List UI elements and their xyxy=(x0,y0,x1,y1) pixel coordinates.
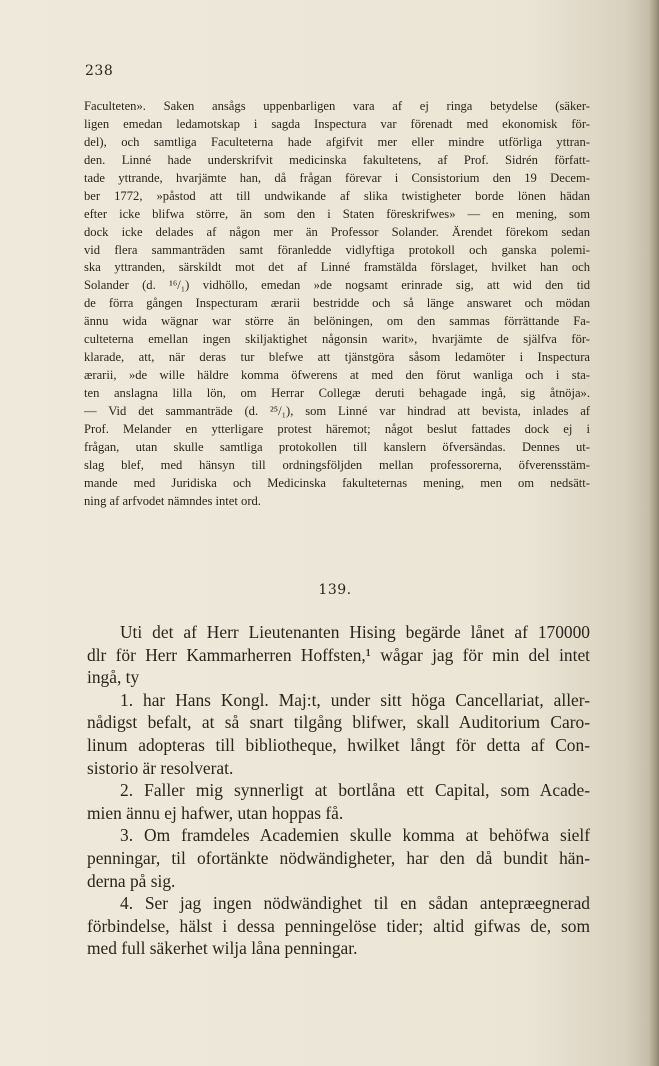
letter-line: sistorio är resolverat. xyxy=(87,757,234,778)
text-line: mande med Juridiska och Medicinska fakulteternas mening, men om nedsätt- xyxy=(84,475,590,490)
letter-line: 4. Ser jag ingen nödwändighet til en sådan antepræegnerad xyxy=(120,893,590,914)
letter-line: 1. har Hans Kongl. Maj:t, under sitt höga Cancellariat, aller- xyxy=(120,689,590,710)
text-line: — Vid det sammanträde (d. ²⁵/₁), som Linné var hindrad att bevista, inlades af xyxy=(84,403,590,418)
text-line: ning af arfvodet nämndes intet ord. xyxy=(84,493,261,508)
text-line: slag blef, med hänsyn till ordningsföljden mellan professorerna, öfverensstäm- xyxy=(84,457,590,472)
letter-line: 2. Faller mig synnerligt at bortlåna ett Capital, som Acade- xyxy=(120,780,590,801)
letter-line: Uti det af Herr Lieutenanten Hising begärde lånet af 170000 xyxy=(120,622,590,642)
letter-line: derna på sig. xyxy=(87,870,176,891)
letter-line: linum adopteras till bibliotheque, hwilket långt för detta af Con- xyxy=(87,734,590,755)
page-number: 238 xyxy=(85,63,114,79)
commentary-paragraph xyxy=(84,98,590,511)
text-line: del), och samtliga Faculteterna hade afgifvit mer eller mindre utförliga yttran- xyxy=(84,134,590,149)
text-line: dock icke delades af någon mer än Professor Solander. Ärendet förekom sedan xyxy=(84,224,590,239)
text-line: tade yttrande, hvarjämte han, då frågan förevar i Consistorium den 19 Decem- xyxy=(84,170,590,185)
text-line: de förra gången Inspecturam ærarii bestridde och så länge answaret och mödan xyxy=(84,296,590,311)
page-edge-shadow xyxy=(649,0,659,1066)
text-line: efter icke blifwa större, än som den i Staten föreskrifwes» — en mening, som xyxy=(84,206,590,221)
letter-line: förbindelse, hälst i dessa penningelöse tider; altid gifwas de, som xyxy=(87,915,590,936)
text-line: Prof. Melander en ytterligare protest häremot; något beslut fattades dock ej i xyxy=(84,421,590,436)
text-line: klarade, att, när deras tur blefwe att tjänstgöra såsom ledamöter i Inspectura xyxy=(84,350,590,365)
letter-line: dlr för Herr Kammarherren Hoffsten,¹ wågar jag för min del intet xyxy=(87,644,590,665)
letter-line: nådigst befalt, at så snart tilgång blifwer, skall Auditorium Caro- xyxy=(87,712,590,733)
text-line: den. Linné hade underskrifvit medicinska fakultetens, af Prof. Sidrén författ- xyxy=(84,152,590,167)
letter-text xyxy=(87,621,590,960)
letter-line: penningar, til ofortänkte nödwändigheter, har den då bundit hän- xyxy=(87,847,590,868)
text-line: ligen emedan ledamotskap i sagda Inspectura var förenadt med ekonomisk för- xyxy=(84,116,590,131)
text-line: vid flera sammanträden samt föranledde vidlyftiga protokoll och ganska polemi- xyxy=(84,242,590,257)
text-line: Faculteten». Saken ansågs uppenbarligen vara af ej ringa betydelse (säker- xyxy=(84,99,590,113)
section-number: 139. xyxy=(318,582,352,598)
letter-line: mien ännu ej hafwer, utan hoppas få. xyxy=(87,802,344,823)
letter-line: ingå, ty xyxy=(87,667,140,688)
letter-line: 3. Om framdeles Academien skulle komma at behöfwa sielf xyxy=(120,825,590,846)
text-line: culteterna emellan ingen skiljaktighet någonsin warit», hvarjämte de själfva för- xyxy=(84,332,590,347)
text-line: ber 1772, »påstod att till undwikande af slika twistigheter borde lönen hädan xyxy=(84,188,590,203)
letter-line: med full säkerhet wilja låna penningar. xyxy=(87,938,358,959)
text-line: ska yttranden, särskildt mot det af Linné framstälda förslaget, hvilket han och xyxy=(84,260,590,275)
text-line: frågan, utan skulle samtliga protokollen till kanslern öfversändas. Dennes ut- xyxy=(84,439,590,454)
text-line: ærarii, »de wille häldre komma öfwerens at med den förut wanliga och i sta- xyxy=(84,368,590,383)
text-line: ten anslagna lilla lön, om Herrar Collegæ deruti behagade ingå, sig åtnöja». xyxy=(84,386,590,400)
text-line: Solander (d. ¹⁶/₁) vidhöllo, emedan »de nogsamt erinrade sig, att wid den tid xyxy=(84,278,590,293)
text-line: ännu wida wägnar war större än belöningen, om den sammas förrättande Fa- xyxy=(84,314,590,329)
